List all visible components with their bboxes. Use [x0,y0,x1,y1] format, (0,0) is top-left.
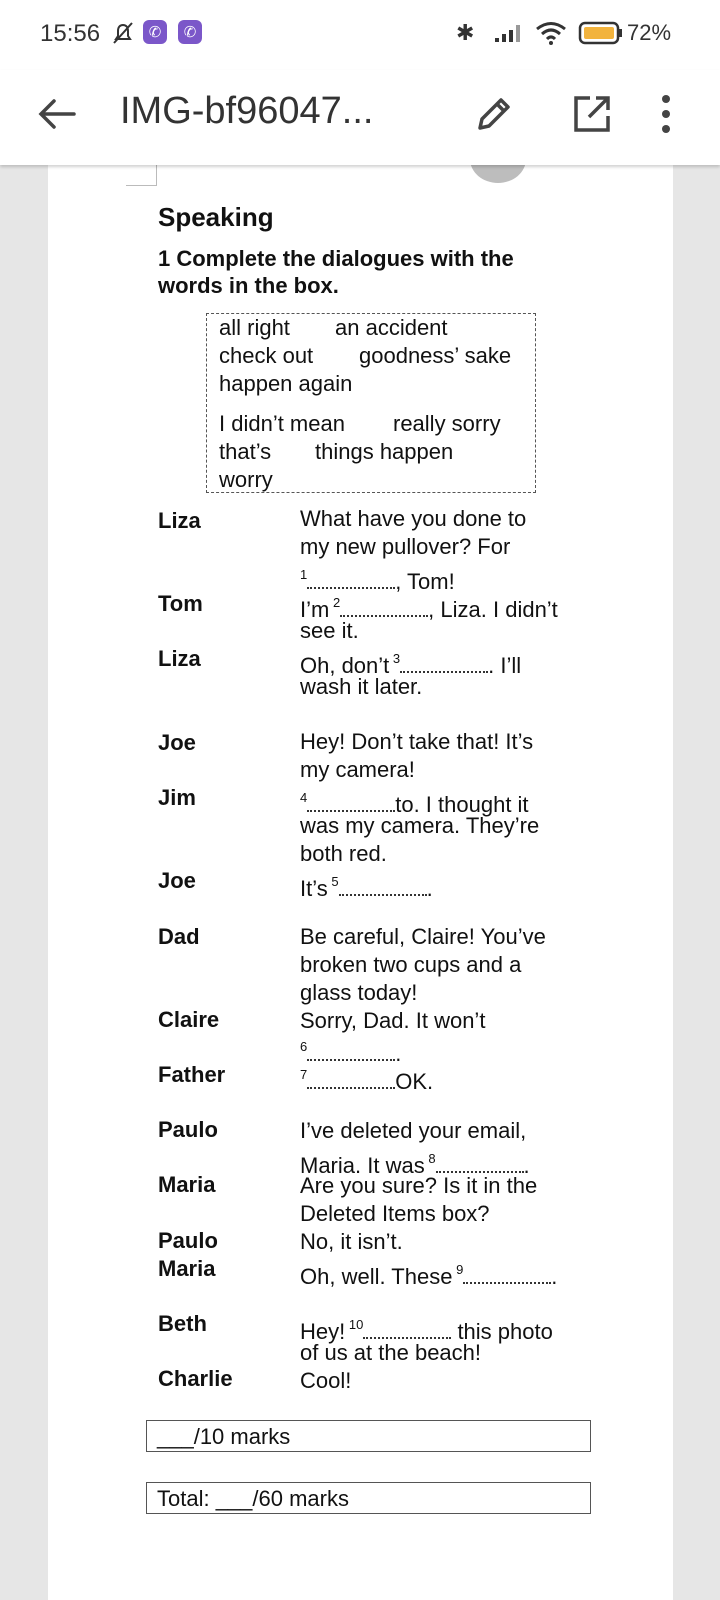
speaker-label: Joe [158,868,196,893]
document-page [48,165,673,1600]
answer-blank [339,876,427,896]
dialogue-line: broken two cups and a [300,952,522,977]
dialogue-line: Hey! Don’t take that! It’s [300,729,534,754]
marks-box: ___/10 marks [146,1420,591,1452]
dialogue-line: both red. [300,841,387,866]
speaker-label: Charlie [158,1366,233,1391]
dialogue-line: Are you sure? Is it in the [300,1173,538,1198]
answer-blank [400,653,488,673]
status-time: 15:56 [40,20,101,47]
word-item: check out [219,343,314,368]
viber-icon: ✆ [143,20,167,44]
dialogue-line: glass today! [300,980,418,1005]
dialogue-line: What have you done to [300,506,527,531]
speaker-label: Paulo [158,1228,218,1253]
dialogue-line: my camera! [300,757,415,782]
answer-blank [307,792,395,812]
answer-blank [340,597,428,617]
battery-icon [578,20,624,51]
speaker-label: Father [158,1062,226,1087]
dialogue-line: my new pullover? For [300,534,511,559]
answer-blank [363,1319,451,1339]
back-arrow-icon[interactable] [34,90,82,138]
dialogue-line: Cool! [300,1368,352,1393]
word-item: all right [219,315,290,340]
dialogue-line: Be careful, Claire! You’ve [300,924,546,949]
app-bar [0,70,720,165]
answer-blank [436,1153,524,1173]
speaker-label: Maria [158,1172,216,1197]
dialogue-line: It’s $^5$ . [300,874,433,901]
dialogue-line: No, it isn’t. [300,1229,403,1254]
answer-blank [307,1041,395,1061]
dialogue-line: $^7$ OK. [300,1067,434,1094]
dialogue-line: $^6$ . [300,1039,402,1066]
word-box [206,313,536,493]
more-options-icon[interactable] [654,90,678,138]
dialogue-line: of us at the beach! [300,1340,482,1365]
speaker-label: Claire [158,1007,220,1032]
bluetooth-icon: ✱ [456,20,475,45]
bell-off-icon [110,20,136,51]
signal-icon [493,20,525,49]
word-item: happen again [219,371,353,396]
speaker-label: Jim [158,785,196,810]
dialogue-line: Oh, don’t $^3$ . I’ll [300,651,522,678]
dialogue-line: Hey! $^{10}$ this photo [300,1317,553,1344]
speaker-label: Joe [158,730,196,755]
page-corner-mark [126,165,157,186]
answer-blank [463,1264,551,1284]
dialogue-line: I’ve deleted your email, [300,1118,527,1143]
word-item: an accident [335,315,448,340]
word-item: I didn’t mean [219,411,345,436]
word-item: goodness’ sake [359,343,512,368]
section-heading: Speaking [158,202,274,232]
dialogue-line: was my camera. They’re [300,813,540,838]
speaker-label: Beth [158,1311,207,1336]
document-title: IMG-bf96047... [120,90,374,132]
word-item: that’s [219,439,272,464]
speaker-label: Liza [158,508,201,533]
answer-blank [307,569,395,589]
dialogue-line: Oh, well. These $^9$ . [300,1262,558,1289]
dialogue-line: see it. [300,618,359,643]
edit-pencil-icon[interactable] [470,90,518,138]
dialogue-line: Deleted Items box? [300,1201,490,1226]
total-marks-box: Total: ___/60 marks [146,1482,591,1514]
word-item: worry [219,467,273,492]
speaker-label: Paulo [158,1117,218,1142]
dialogue-line: Maria. It was $^8$ . [300,1151,530,1178]
document-viewer[interactable] [0,165,720,1600]
speaker-label: Dad [158,924,200,949]
battery-percent: 72% [627,20,672,45]
dialogue-line: I’m $^2$ , Liza. I didn’t [300,595,558,622]
speaker-label: Liza [158,646,201,671]
word-item: things happen [315,439,454,464]
dialogue-line: Sorry, Dad. It won’t [300,1008,486,1033]
word-item: really sorry [393,411,501,436]
dialogue-line: $^4$ to. I thought it [300,790,529,817]
dialogue-line: wash it later. [300,674,423,699]
exercise-instruction: 1 Complete the dialogues with the words in the box. [158,246,514,298]
dialogue-line: $^1$ , Tom! [300,567,455,594]
speaker-label: Tom [158,591,203,616]
speaker-label: Maria [158,1256,216,1281]
open-external-icon[interactable] [568,90,616,138]
viber-icon: ✆ [178,20,202,44]
wifi-icon [535,20,567,51]
answer-blank [307,1069,395,1089]
status-bar [0,0,720,70]
